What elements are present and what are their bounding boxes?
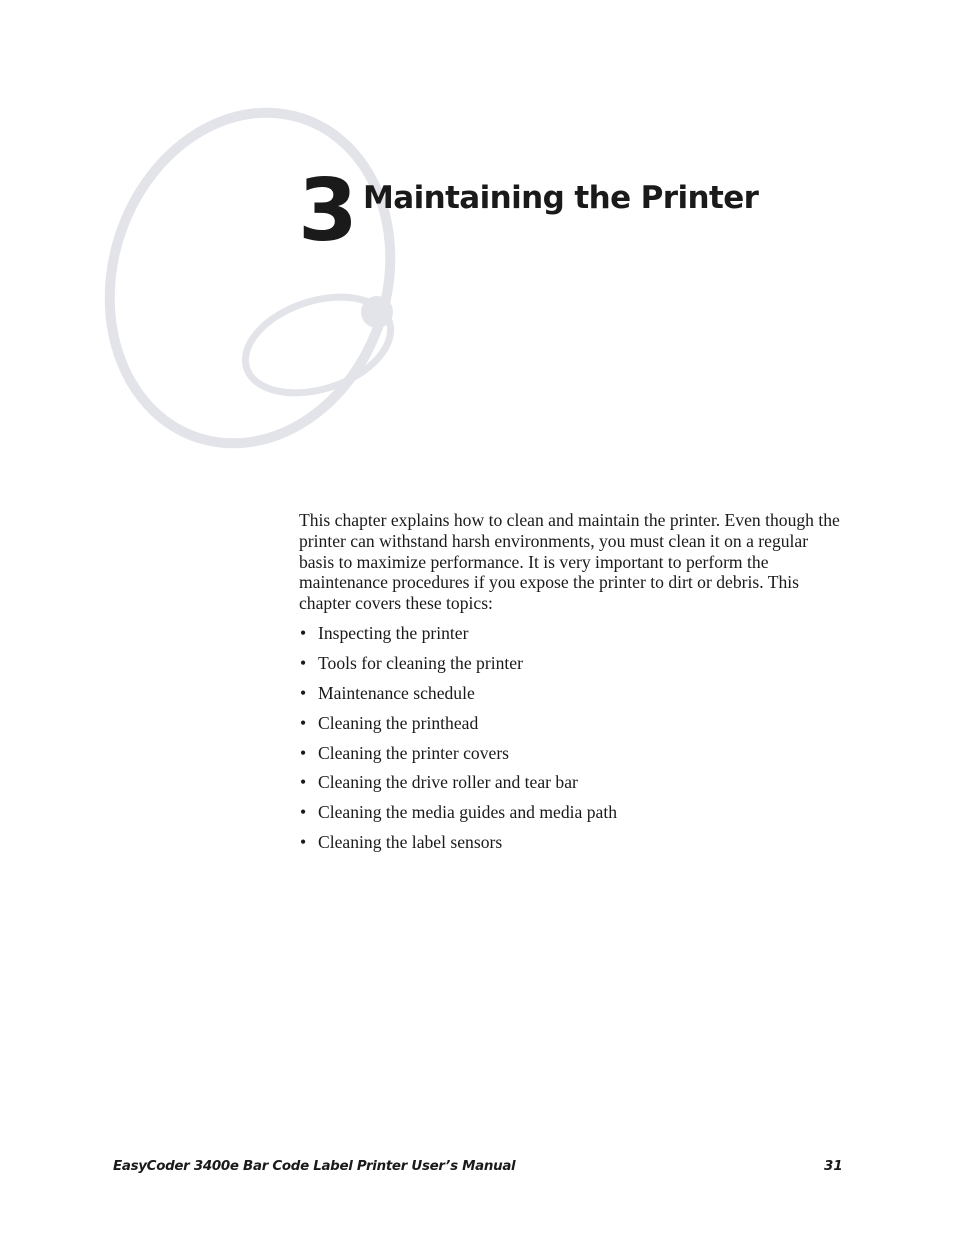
list-item: • Inspecting the printer [299,622,617,652]
list-item: • Cleaning the printer covers [299,742,617,772]
list-item: • Maintenance schedule [299,682,617,712]
topics-list [299,622,617,861]
list-item: • Cleaning the media guides and media path [299,801,617,831]
chapter-ring-decoration [0,0,954,520]
list-item: • Cleaning the drive roller and tear bar [299,771,617,801]
footer-page-number: 31 [824,1159,843,1174]
list-item: • Cleaning the label sensors [299,831,617,861]
list-item: • Tools for cleaning the printer [299,652,617,682]
ring-dot-shape [361,296,393,328]
large-ring-shape [68,76,432,480]
list-item: • Cleaning the printhead [299,712,617,742]
footer-manual-title: EasyCoder 3400e Bar Code Label Printer User’s Manual [113,1159,516,1174]
chapter-number: 3 [298,161,356,261]
chapter-intro-paragraph: This chapter explains how to clean and maintain the printer. Even though the printer can withstand harsh environments, you must clean it on a regular basis to maximize performance. It is very important to perform the maintenance procedures if you expose the printer to dirt or debris. This chapter covers these topics: [299,510,840,614]
chapter-title: Maintaining the Printer [363,180,759,216]
